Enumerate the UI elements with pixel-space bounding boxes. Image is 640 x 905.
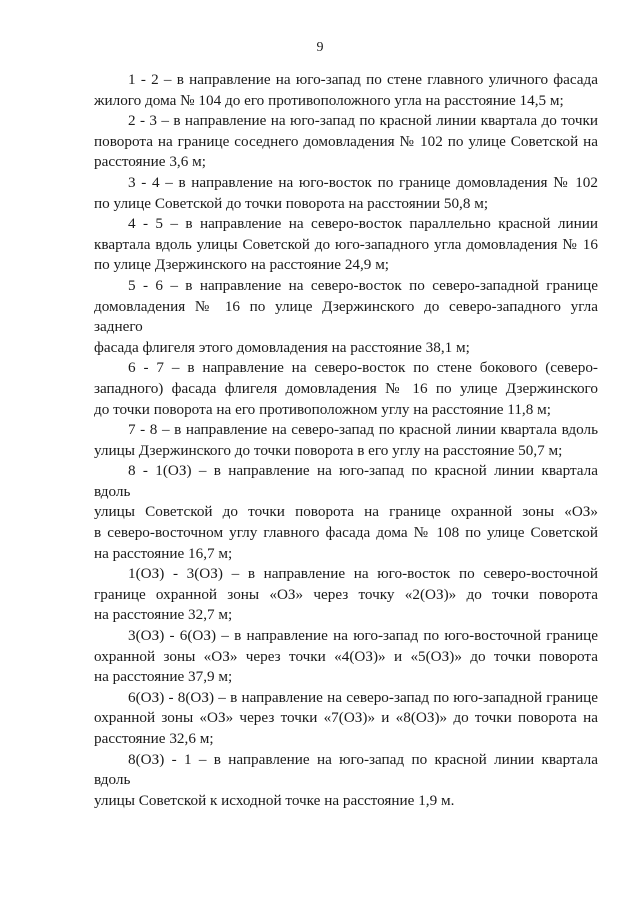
text-line: 7 - 8 – в направление на северо-запад по красной линии квартала вдоль [128, 421, 598, 439]
paragraph [94, 214, 598, 276]
document-body [94, 70, 598, 811]
paragraph [94, 750, 598, 812]
text-line: 4 - 5 – в направление на северо-восток параллельно красной линии [128, 215, 598, 233]
text-line: 6(ОЗ) - 8(ОЗ) – в направление на северо-запад по юго-западной границе [128, 688, 598, 706]
text-line: расстояние 3,6 м; [94, 153, 206, 171]
text-line: до точки поворота на его противоположном углу на расстояние 11,8 м; [94, 400, 551, 418]
text-line: домовладения № 16 по улице Дзержинского до северо-западного угла заднего [94, 297, 598, 336]
page-number: 9 [316, 40, 324, 55]
paragraph [94, 626, 598, 688]
paragraph [94, 564, 598, 626]
text-line: на расстояние 16,7 м; [94, 544, 233, 562]
paragraph [94, 173, 598, 214]
text-line: 1(ОЗ) - 3(ОЗ) – в направление на юго-восток по северо-восточной [128, 565, 598, 583]
text-line: улицы Советской до точки поворота на границе охранной зоны «ОЗ» [94, 503, 598, 521]
text-line: 2 - 3 – в направление на юго-запад по красной линии квартала до точки [128, 112, 598, 130]
paragraph [94, 688, 598, 750]
paragraph [94, 70, 598, 111]
text-line: по улице Советской до точки поворота на расстоянии 50,8 м; [94, 194, 489, 212]
text-line: на расстояние 32,7 м; [94, 606, 233, 624]
text-line: улицы Дзержинского до точки поворота в его углу на расстояние 50,7 м; [94, 441, 563, 459]
text-line: фасада флигеля этого домовладения на расстояние 38,1 м; [94, 338, 470, 356]
text-line: 5 - 6 – в направление на северо-восток по северо-западной границе [128, 276, 598, 294]
text-line: в северо-восточном углу главного фасада дома № 108 по улице Советской [94, 524, 598, 542]
paragraph [94, 111, 598, 173]
text-line: 3 - 4 – в направление на юго-восток по границе домовладения № 102 [128, 173, 598, 191]
text-line: охранной зоны «ОЗ» через точки «4(ОЗ)» и «5(ОЗ)» до точки поворота [94, 647, 598, 665]
text-line: улицы Советской к исходной точке на расстояние 1,9 м. [94, 791, 455, 809]
text-line: границе охранной зоны «ОЗ» через точку «2(ОЗ)» до точки поворота [94, 585, 598, 603]
text-line: квартала вдоль улицы Советской до юго-западного угла домовладения № 16 [94, 235, 598, 253]
text-line: 3(ОЗ) - 6(ОЗ) – в направление на юго-запад по юго-восточной границе [128, 627, 598, 645]
text-line: западного) фасада флигеля домовладения № 16 по улице Дзержинского [94, 379, 598, 397]
text-line: жилого дома № 104 до его противоположного угла на расстояние 14,5 м; [94, 91, 564, 109]
paragraph [94, 358, 598, 420]
paragraph [94, 276, 598, 358]
paragraph [94, 461, 598, 564]
text-line: по улице Дзержинского на расстояние 24,9 м; [94, 256, 390, 274]
text-line: 6 - 7 – в направление на северо-восток по стене бокового (северо- [128, 359, 598, 377]
text-line: 8 - 1(ОЗ) – в направление на юго-запад по красной линии квартала вдоль [94, 462, 598, 500]
text-line: 8(ОЗ) - 1 – в направление на юго-запад по красной линии квартала вдоль [94, 750, 598, 789]
text-line: на расстояние 37,9 м; [94, 668, 233, 686]
text-line: охранной зоны «ОЗ» через точки «7(ОЗ)» и «8(ОЗ)» до точки поворота на [94, 709, 598, 727]
text-line: расстояние 32,6 м; [94, 730, 214, 747]
text-line: поворота на границе соседнего домовладения № 102 по улице Советской на [94, 132, 598, 150]
paragraph [94, 420, 598, 461]
text-line: 1 - 2 – в направление на юго-запад по стене главного уличного фасада [128, 71, 598, 88]
